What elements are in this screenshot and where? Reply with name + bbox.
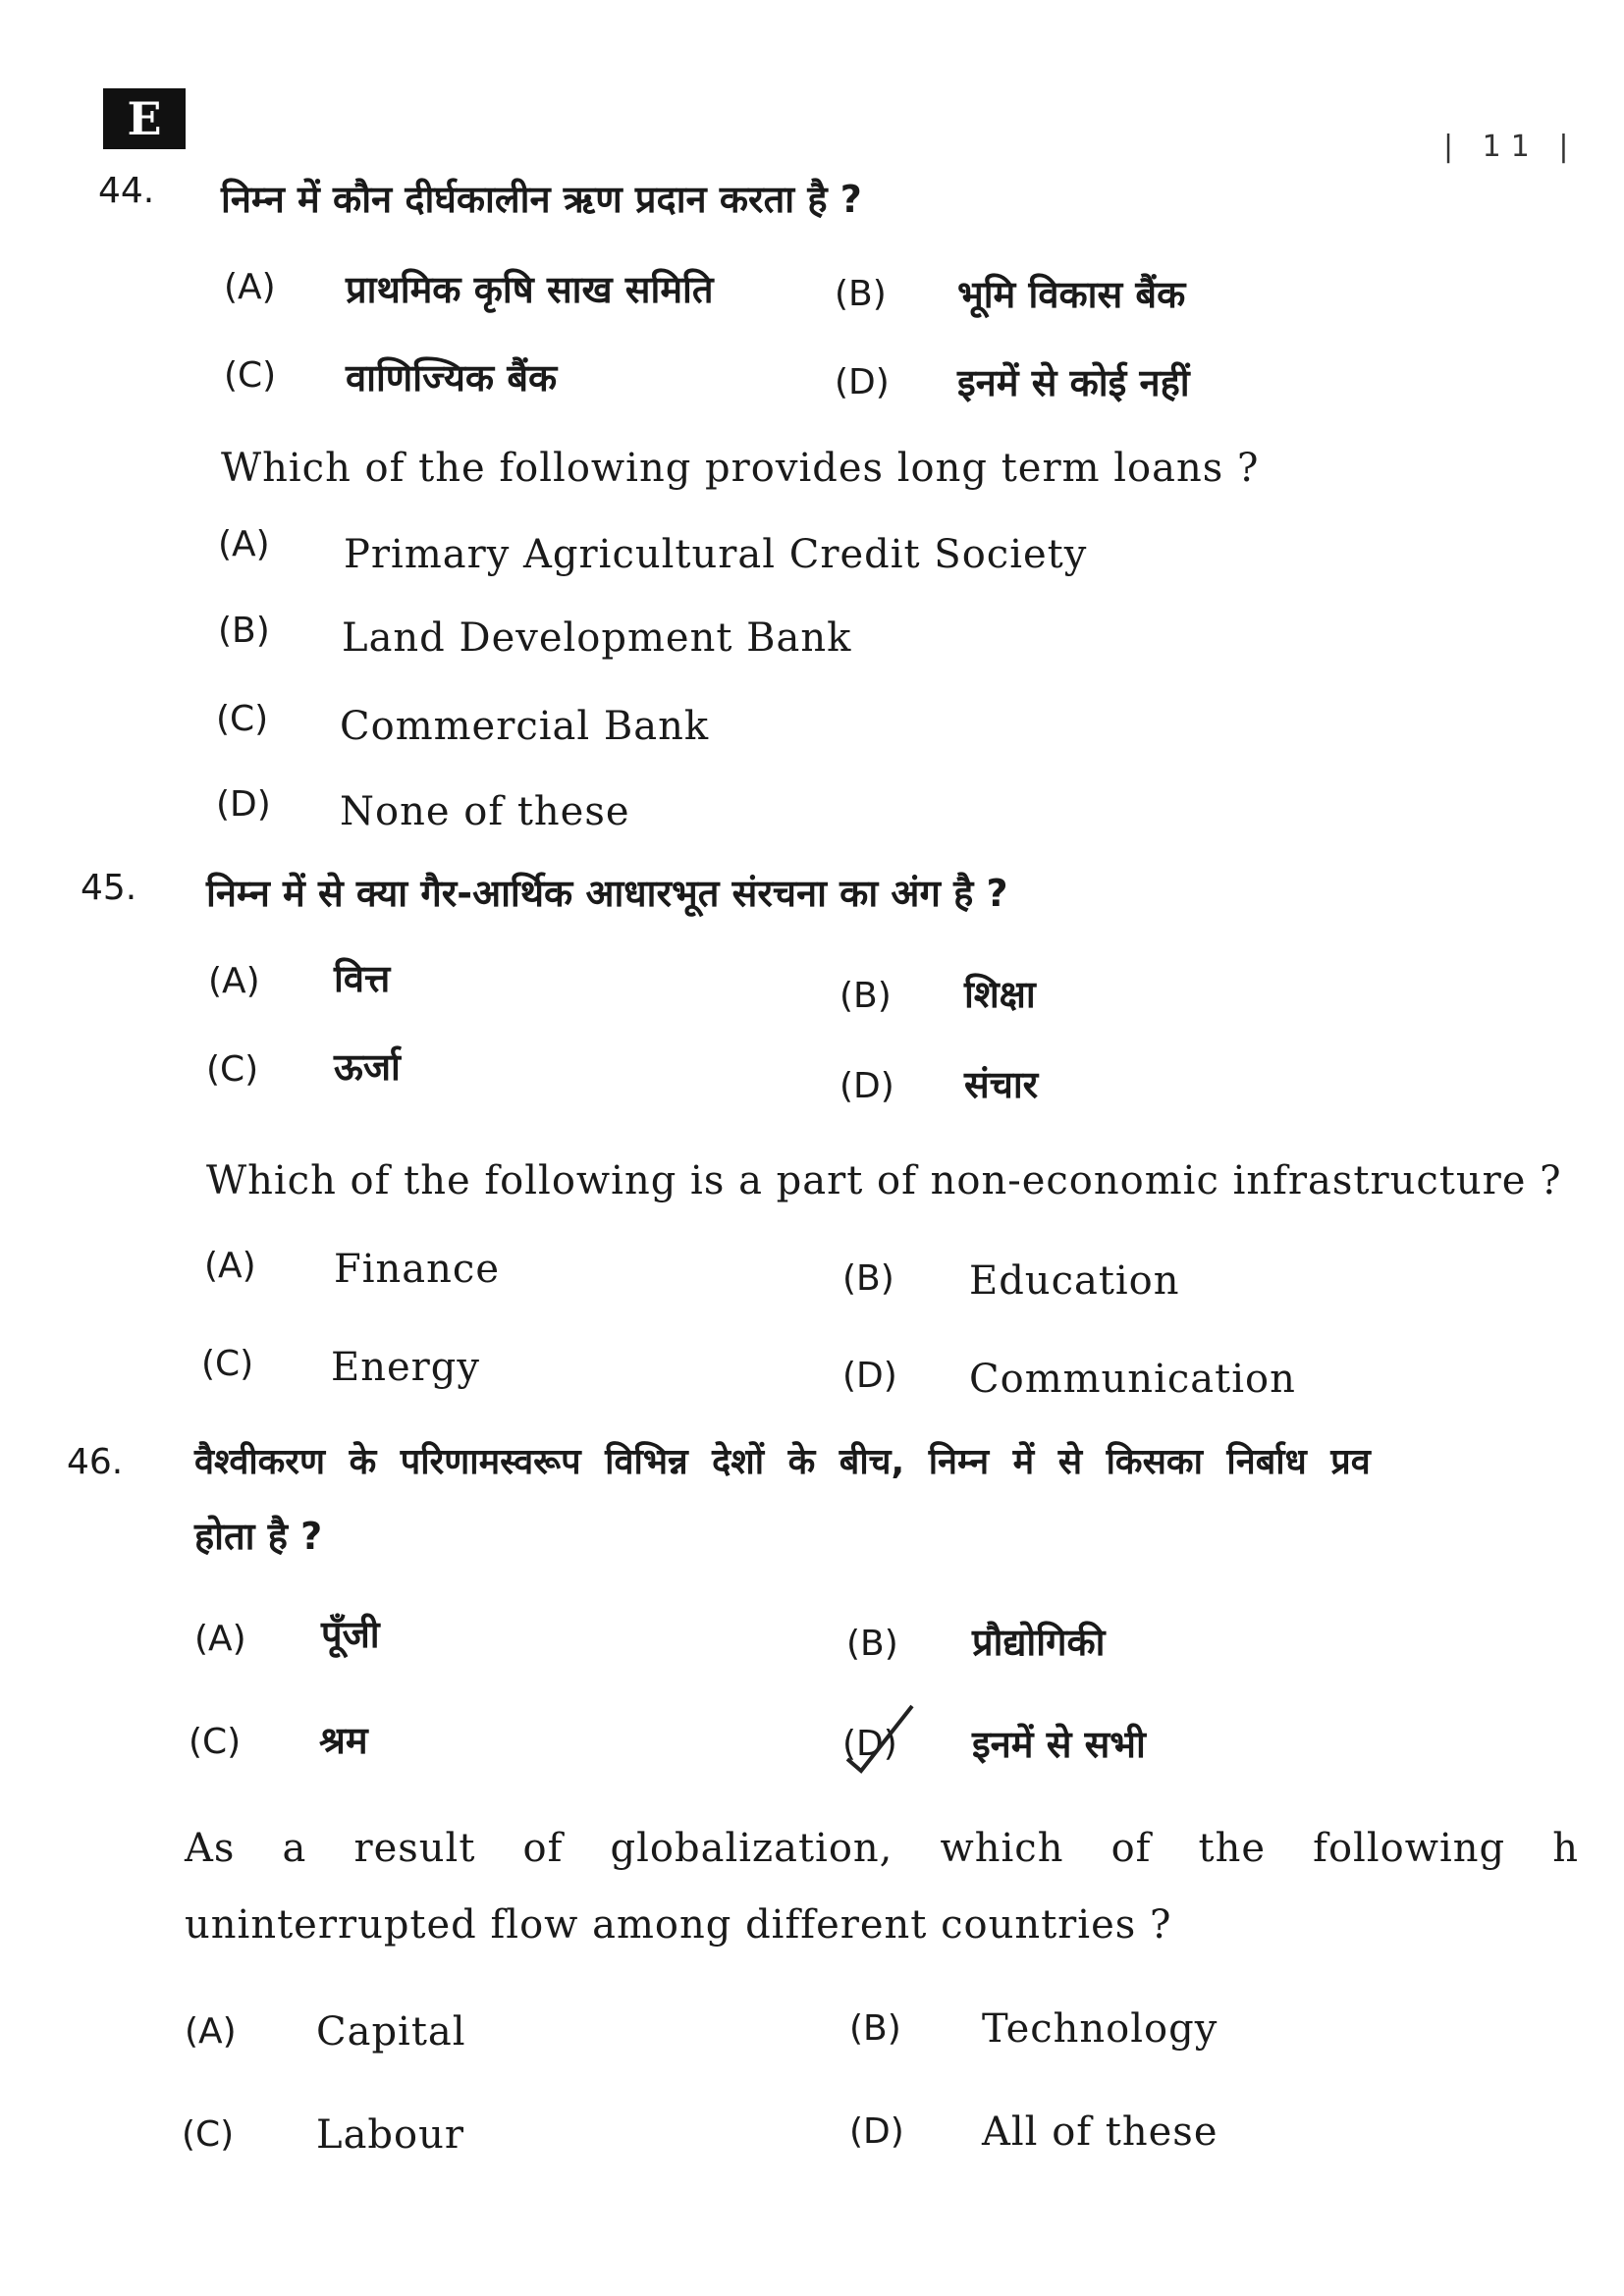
question-number: 44.	[98, 171, 155, 211]
english-option: Labour	[316, 2112, 464, 2158]
question-number: 46.	[67, 1442, 124, 1482]
option-label: (C)	[224, 355, 277, 396]
option-label: (B)	[839, 976, 892, 1016]
option-label: (A)	[224, 267, 276, 307]
english-question: Which of the following provides long term loans ?	[221, 446, 1260, 491]
english-option: Primary Agricultural Credit Society	[344, 532, 1088, 577]
hindi-option: प्रौद्योगिकी	[972, 1621, 1106, 1664]
hindi-option: इनमें से कोई नहीं	[957, 361, 1190, 404]
page-number: | 11 |	[1443, 130, 1579, 164]
answer-tick-mark	[839, 1698, 918, 1777]
option-label: (D)	[835, 362, 890, 402]
option-label: (D)	[216, 784, 271, 825]
option-label: (A)	[204, 1246, 256, 1286]
option-label: (C)	[216, 699, 269, 739]
option-label: (A)	[208, 961, 260, 1001]
option-label: (A)	[218, 524, 270, 564]
option-label: (D)	[849, 2111, 904, 2152]
option-label-marked: (D)	[842, 1724, 897, 1764]
hindi-option: पूँजी	[321, 1613, 380, 1656]
option-label: (B)	[218, 611, 270, 651]
option-label: (D)	[842, 1356, 897, 1396]
hindi-question: निम्न में से क्या गैर-आर्थिक आधारभूत संरचना का अंग है ?	[206, 872, 1008, 915]
english-question-line2: uninterrupted flow among different countries ?	[185, 1902, 1172, 1948]
hindi-option: इनमें से सभी	[972, 1723, 1146, 1766]
hindi-option: श्रम	[319, 1719, 368, 1762]
option-label: (C)	[206, 1049, 259, 1090]
hindi-question-line2: होता है ?	[194, 1515, 323, 1558]
question-number: 45.	[81, 868, 137, 908]
hindi-option: ऊर्जा	[334, 1045, 401, 1089]
option-label: (B)	[846, 1624, 898, 1664]
hindi-question: निम्न में कौन दीर्घकालीन ऋण प्रदान करता है ?	[221, 178, 862, 221]
option-label: (B)	[849, 2008, 901, 2049]
option-label: (C)	[182, 2114, 235, 2155]
english-option: Finance	[334, 1247, 500, 1292]
option-label: (C)	[201, 1344, 254, 1384]
english-option: Energy	[331, 1345, 480, 1390]
english-option: Technology	[982, 2006, 1218, 2052]
english-option: None of these	[340, 789, 630, 834]
english-option: Education	[969, 1258, 1180, 1304]
option-label: (B)	[835, 274, 887, 314]
option-label: (B)	[842, 1258, 894, 1299]
set-badge: E	[103, 88, 186, 149]
option-label: (A)	[194, 1619, 246, 1659]
english-question: Which of the following is a part of non-economic infrastructure ?	[206, 1158, 1562, 1203]
hindi-question-line1: वैश्वीकरण के परिणामस्वरूप विभिन्न देशों के बीच, निम्न में से किसका निर्बाध प्रव	[194, 1442, 1371, 1482]
hindi-option: प्राथमिक कृषि साख समिति	[346, 268, 714, 311]
hindi-option: वाणिज्यिक बैंक	[346, 356, 558, 400]
english-option: Communication	[969, 1357, 1296, 1402]
hindi-option: वित्त	[334, 957, 391, 1000]
option-label: (A)	[185, 2011, 237, 2052]
option-label: (C)	[189, 1722, 242, 1762]
english-option: Commercial Bank	[340, 704, 710, 749]
english-option: Capital	[316, 2009, 466, 2055]
english-question-line1: As a result of globalization, which of the following h	[185, 1826, 1579, 1871]
option-label: (D)	[839, 1066, 894, 1106]
hindi-option: शिक्षा	[964, 973, 1036, 1016]
hindi-option: संचार	[964, 1063, 1039, 1106]
english-option: All of these	[982, 2109, 1218, 2155]
hindi-option: भूमि विकास बैंक	[957, 273, 1186, 316]
english-option: Land Development Bank	[342, 615, 852, 661]
